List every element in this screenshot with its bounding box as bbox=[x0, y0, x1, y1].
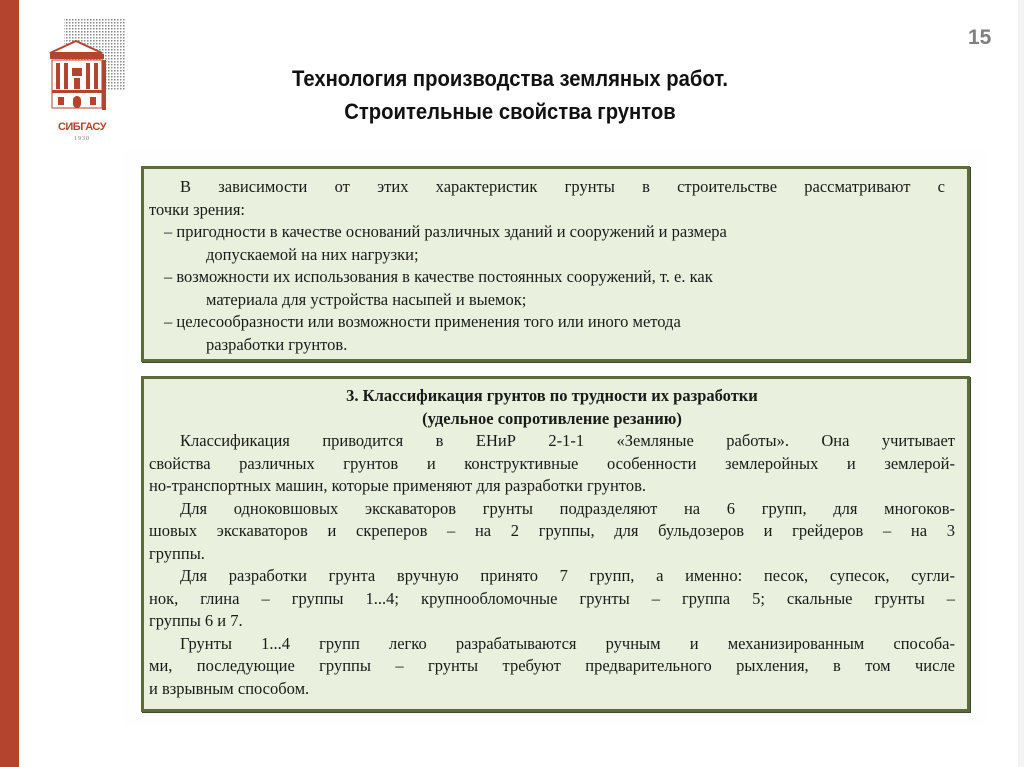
list-item-continuation: разработки грунтов. bbox=[206, 334, 348, 354]
paragraph-line: Для разработки грунта вручную принято 7 групп, а именно: песок, супесок, сугли- bbox=[180, 566, 955, 585]
list-item: – пригодности в качестве оснований различных зданий и сооружений и размера bbox=[164, 222, 727, 241]
section-subheading: (удельное сопротивление резанию) bbox=[422, 408, 682, 428]
paragraph-line: Грунты 1...4 групп легко разрабатываются ручным и механизированным способа- bbox=[180, 633, 955, 653]
left-accent-bar bbox=[0, 0, 19, 767]
list-item: – целесообразности или возможности применения того или иного метода bbox=[164, 312, 681, 331]
paragraph-line: но-транспортных машин, которые применяют для разработки грунтов. bbox=[149, 476, 647, 495]
paragraph-line: нок, глина – группы 1...4; крупнообломочные грунты – группа 5; скальные грунты – bbox=[149, 588, 955, 608]
paragraph-line: точки зрения: bbox=[149, 199, 246, 219]
section-heading: 3. Классификация грунтов по трудности их разработки bbox=[346, 386, 758, 405]
list-item: – возможности их использования в качестве постоянных сооружений, т. е. как bbox=[164, 267, 713, 286]
soil-usage-box bbox=[141, 166, 970, 362]
logo-name: СИБГАСУ bbox=[57, 121, 107, 133]
paragraph-line: группы. bbox=[149, 543, 205, 563]
logo-year: 1930 bbox=[74, 136, 90, 142]
slide-title bbox=[179, 62, 841, 128]
paragraph-line: Для одноковшовых экскаваторов грунты подразделяют на 6 групп, для многоков- bbox=[180, 498, 955, 518]
university-building-icon bbox=[48, 16, 130, 121]
right-edge bbox=[1018, 0, 1024, 767]
list-item-continuation: допускаемой на них нагрузки; bbox=[206, 244, 419, 264]
paragraph-line: группы 6 и 7. bbox=[149, 611, 243, 630]
classification-box bbox=[141, 376, 970, 712]
paragraph-line: Классификация приводится в ЕНиР 2-1-1 «Земляные работы». Она учитывает bbox=[180, 431, 955, 450]
paragraph-line: ми, последующие группы – грунты требуют предварительного рыхления, в том числе bbox=[149, 656, 955, 675]
paragraph-line: и взрывным способом. bbox=[149, 678, 310, 698]
paragraph-line: свойства различных грунтов и конструктивные особенности землеройных и землерой- bbox=[149, 453, 955, 473]
list-item-continuation: материала для устройства насыпей и выемок; bbox=[206, 289, 527, 309]
title-line-1: Технология производства земляных работ. bbox=[291, 66, 729, 91]
title-line-2: Строительные свойства грунтов bbox=[344, 99, 676, 124]
page-number: 15 bbox=[968, 26, 992, 49]
paragraph-line: В зависимости от этих характеристик грунты в строительстве рассматривают с bbox=[180, 177, 945, 196]
paragraph-line: шовых экскаваторов и скреперов – на 2 группы, для бульдозеров и грейдеров – на 3 bbox=[149, 521, 955, 540]
